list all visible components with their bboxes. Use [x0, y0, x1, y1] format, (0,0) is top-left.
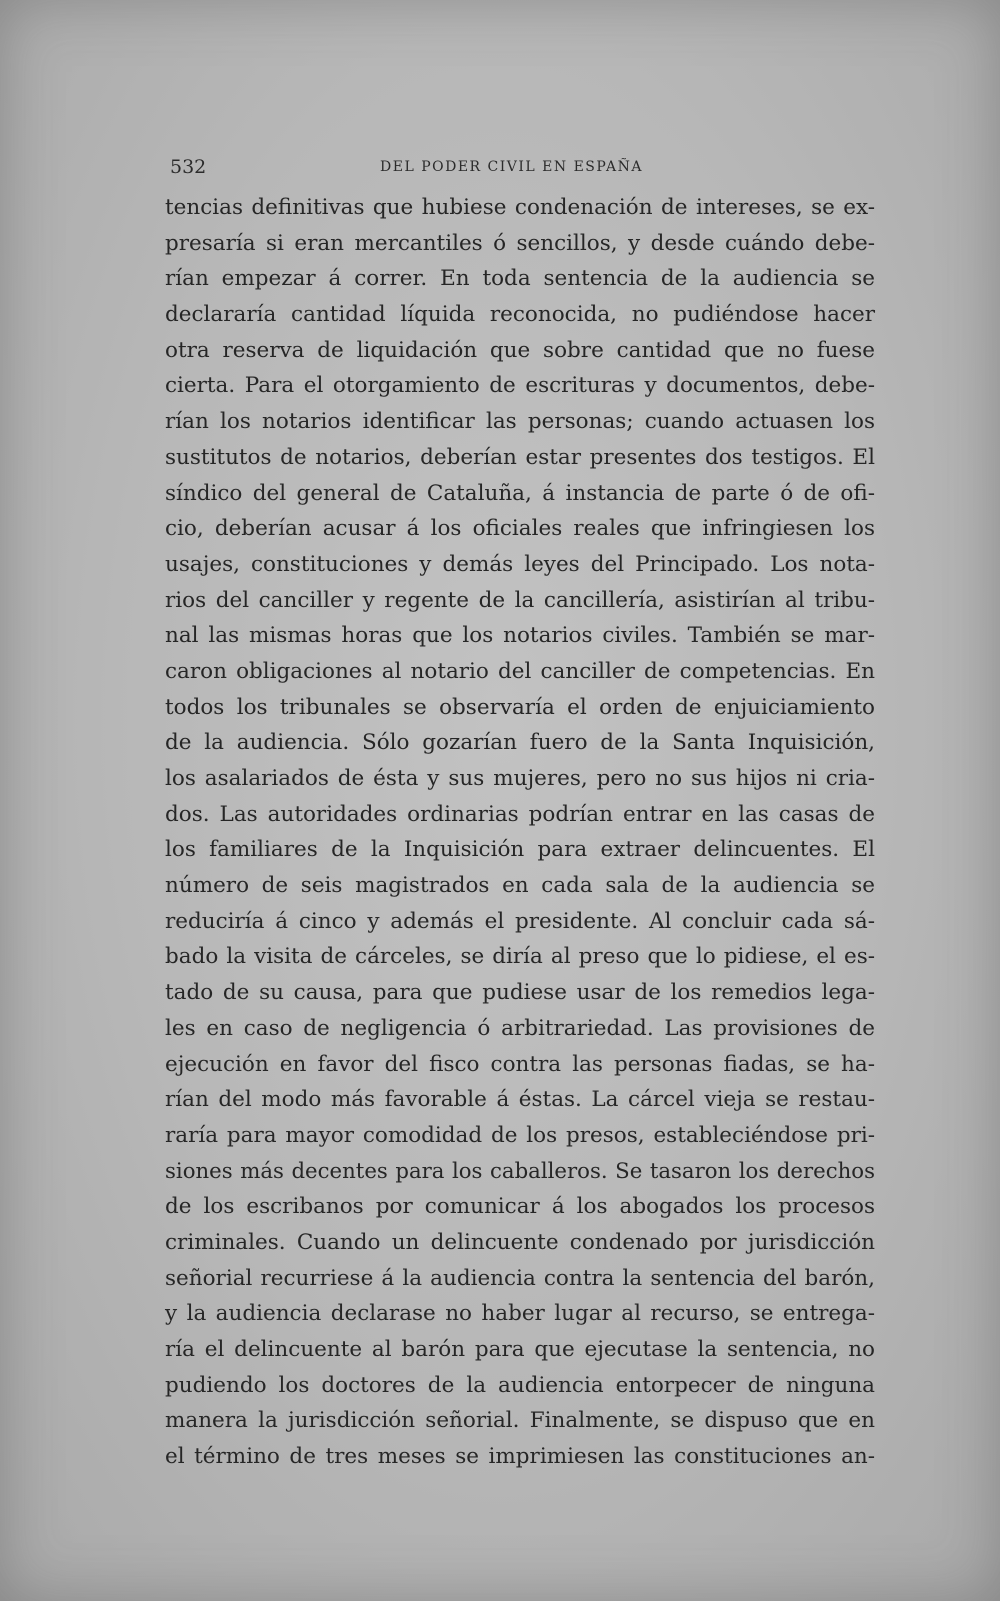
text-line: les en caso de negligencia ó arbitrariedad. Las provisiones de [165, 1015, 875, 1041]
text-line: cio, deberían acusar á los oficiales reales que infringiesen los [165, 516, 875, 542]
text-line: síndico del general de Cataluña, á instancia de parte ó de ofi- [165, 480, 875, 506]
body-text [165, 190, 875, 1475]
text-line: bado la visita de cárceles, se diría al preso que lo pidiese, el es- [165, 944, 875, 970]
text-line: declararía cantidad líquida reconocida, no pudiéndose hacer [165, 302, 875, 328]
text-line: los familiares de la Inquisición para extraer delincuentes. El [165, 837, 875, 863]
text-line: dos. Las autoridades ordinarias podrían entrar en las casas de [165, 801, 875, 827]
text-line: señorial recurriese á la audiencia contra la sentencia del barón, [165, 1265, 875, 1291]
text-line: criminales. Cuando un delincuente condenado por jurisdicción [165, 1229, 875, 1255]
text-line: de la audiencia. Sólo gozarían fuero de la Santa Inquisición, [165, 730, 875, 756]
text-line: rían empezar á correr. En toda sentencia de la audiencia se [165, 266, 875, 292]
text-line: rios del canciller y regente de la cancillería, asistirían al tribu- [165, 587, 875, 613]
text-line: caron obligaciones al notario del canciller de competencias. En [165, 658, 875, 684]
text-line: número de seis magistrados en cada sala de la audiencia se [165, 873, 875, 899]
page-header [170, 156, 870, 182]
text-line: pudiendo los doctores de la audiencia entorpecer de ninguna [165, 1372, 875, 1398]
text-line: tado de su causa, para que pudiese usar de los remedios lega- [165, 980, 875, 1006]
text-line: rían los notarios identificar las personas; cuando actuasen los [165, 409, 875, 435]
text-line: sustitutos de notarios, deberían estar presentes dos testigos. El [165, 444, 875, 470]
text-line: todos los tribunales se observaría el orden de enjuiciamiento [165, 694, 875, 720]
text-line: ría el delincuente al barón para que ejecutase la sentencia, no [165, 1337, 875, 1362]
text-line: siones más decentes para los caballeros. Se tasaron los derechos [165, 1158, 875, 1184]
text-line: y la audiencia declarase no haber lugar al recurso, se entrega- [165, 1301, 875, 1327]
running-title: DEL PODER CIVIL EN ESPAÑA [380, 159, 643, 175]
text-line: reduciría á cinco y además el presidente. Al concluir cada sá- [165, 908, 875, 934]
text-line: otra reserva de liquidación que sobre cantidad que no fuese [165, 337, 875, 363]
text-line: tencias definitivas que hubiese condenación de intereses, se ex- [165, 195, 875, 220]
text-line: raría para mayor comodidad de los presos, estableciéndose pri- [165, 1122, 875, 1148]
text-line: de los escribanos por comunicar á los abogados los procesos [165, 1194, 875, 1220]
text-line: el término de tres meses se imprimiesen las constituciones an- [165, 1444, 875, 1470]
text-line: usajes, constituciones y demás leyes del Principado. Los nota- [165, 551, 875, 577]
text-line: presaría si eran mercantiles ó sencillos, y desde cuándo debe- [165, 230, 875, 256]
page-number: 532 [170, 156, 207, 178]
text-line: cierta. Para el otorgamiento de escrituras y documentos, debe- [165, 373, 875, 399]
text-line: ejecución en favor del fisco contra las personas fiadas, se ha- [165, 1051, 875, 1077]
text-line: nal las mismas horas que los notarios civiles. También se mar- [165, 623, 875, 649]
text-line: manera la jurisdicción señorial. Finalmente, se dispuso que en [165, 1408, 875, 1434]
text-line: los asalariados de ésta y sus mujeres, pero no sus hijos ni cria- [165, 766, 875, 791]
text-line: rían del modo más favorable á éstas. La cárcel vieja se restau- [165, 1087, 875, 1113]
